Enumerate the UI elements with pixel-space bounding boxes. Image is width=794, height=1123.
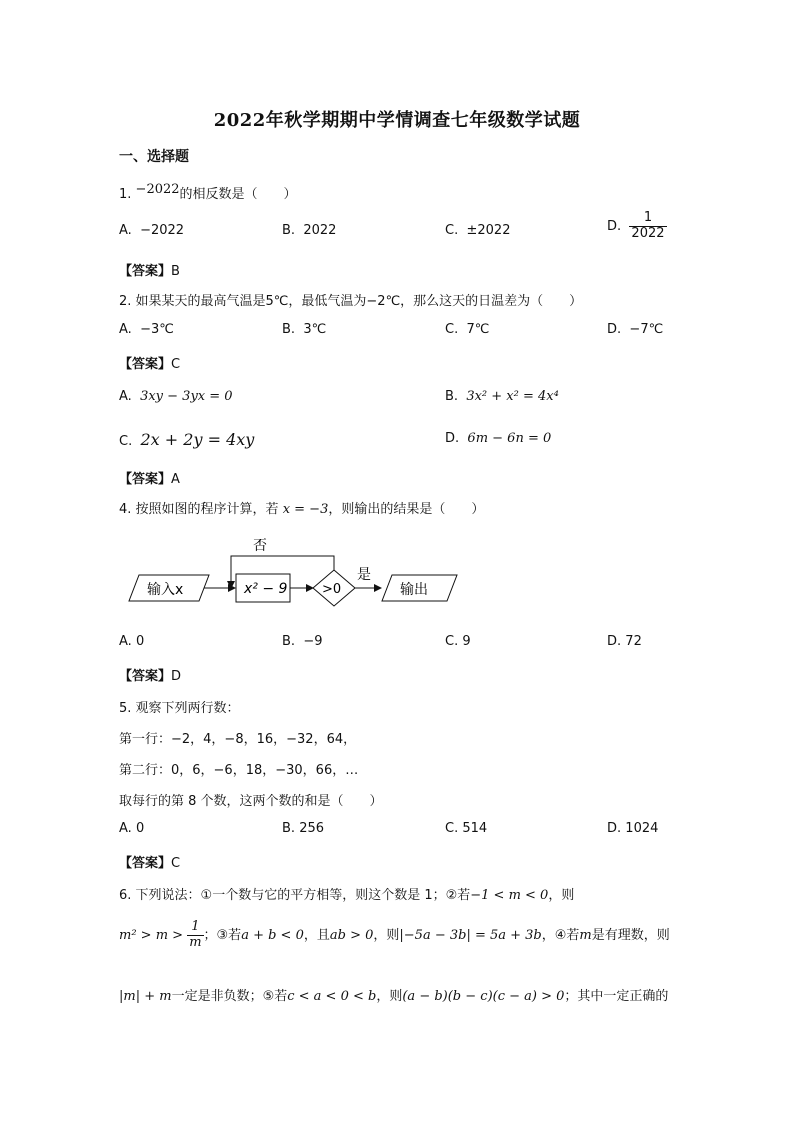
q1-option-a: A. −2022 — [119, 223, 185, 238]
q5-option-a: A. 0 — [119, 821, 145, 836]
q2-option-c: C. 7℃ — [445, 322, 490, 337]
output-label: 输出 — [400, 582, 428, 598]
q4-option-d: D. 72 — [607, 634, 642, 649]
q1-value: −2022 — [135, 182, 180, 197]
flowchart — [125, 532, 465, 612]
fraction: $\frac{1}{2022}$ — [631, 210, 665, 241]
question-6-line-3: |m| + m一定是非负数；⑤若c < a < 0 < b，则(a − b)(b − c)(c − a) > 0；其中一定正确的 — [119, 989, 669, 1004]
question-4-stem: 4. 按照如图的程序计算，若 x = −3，则输出的结果是（ ） — [119, 502, 485, 517]
q2-option-b: B. 3℃ — [282, 322, 327, 337]
q3-option-b: B. 3x² + x² = 4x⁴ — [445, 389, 559, 404]
q1-option-c: C. ±2022 — [445, 223, 511, 238]
q1-answer: 【答案】B — [119, 264, 180, 279]
process-label: x² − 9 — [244, 581, 288, 597]
q1-option-d: D. $\frac{1}{2022}$ — [607, 210, 665, 241]
q4-answer: 【答案】D — [119, 669, 182, 684]
q2-option-a: A. −3℃ — [119, 322, 174, 337]
q3-option-c: C. 2x + 2y = 4xy — [119, 430, 255, 449]
q5-option-d: D. 1024 — [607, 821, 659, 836]
yes-label: 是 — [357, 567, 371, 583]
q3-option-a: A. 3xy − 3yx = 0 — [119, 389, 233, 404]
q3-answer: 【答案】A — [119, 472, 180, 487]
q5-answer: 【答案】C — [119, 856, 181, 871]
no-label: 否 — [253, 538, 267, 554]
question-2-stem: 2. 如果某天的最高气温是5℃，最低气温为−2℃，那么这天的日温差为（ ） — [119, 294, 583, 309]
question-5-stem: 5. 观察下列两行数： — [119, 701, 240, 716]
q4-option-a: A. 0 — [119, 634, 145, 649]
question-6-line-1: 6. 下列说法：①一个数与它的平方相等，则这个数是 1；②若−1 < m < 0，则 — [119, 888, 575, 903]
section-heading: 一、选择题 — [119, 149, 189, 165]
question-1-stem: 1. −2022的相反数是（ ） — [119, 182, 297, 202]
q5-row-1: 第一行：−2，4，−8，16，−32，64， — [119, 732, 357, 747]
q4-option-b: B. −9 — [282, 634, 323, 649]
q5-option-c: C. 514 — [445, 821, 488, 836]
q1-option-b: B. 2022 — [282, 223, 337, 238]
q5-row-2: 第二行：0，6，−6，18，−30，66，… — [119, 763, 359, 778]
q3-option-d: D. 6m − 6n = 0 — [445, 431, 552, 446]
input-label: 输入x — [147, 582, 184, 598]
question-6-line-2: m² > m > $\frac{1}{m}$ ；③若a + b < 0，且ab > 0，则|−5a − 3b| = 5a + 3b，④若m是有理数，则 — [119, 919, 670, 950]
q2-answer: 【答案】C — [119, 357, 181, 372]
q5-option-b: B. 256 — [282, 821, 325, 836]
decision-label: >0 — [322, 582, 342, 597]
q5-question: 取每行的第 8 个数，这两个数的和是（ ） — [119, 794, 383, 809]
q4-option-c: C. 9 — [445, 634, 471, 649]
q2-option-d: D. −7℃ — [607, 322, 664, 337]
fraction: $\frac{1}{m}$ — [189, 919, 202, 950]
page-title: 2022年秋学期期中学情调查七年级数学试题 — [213, 110, 581, 131]
